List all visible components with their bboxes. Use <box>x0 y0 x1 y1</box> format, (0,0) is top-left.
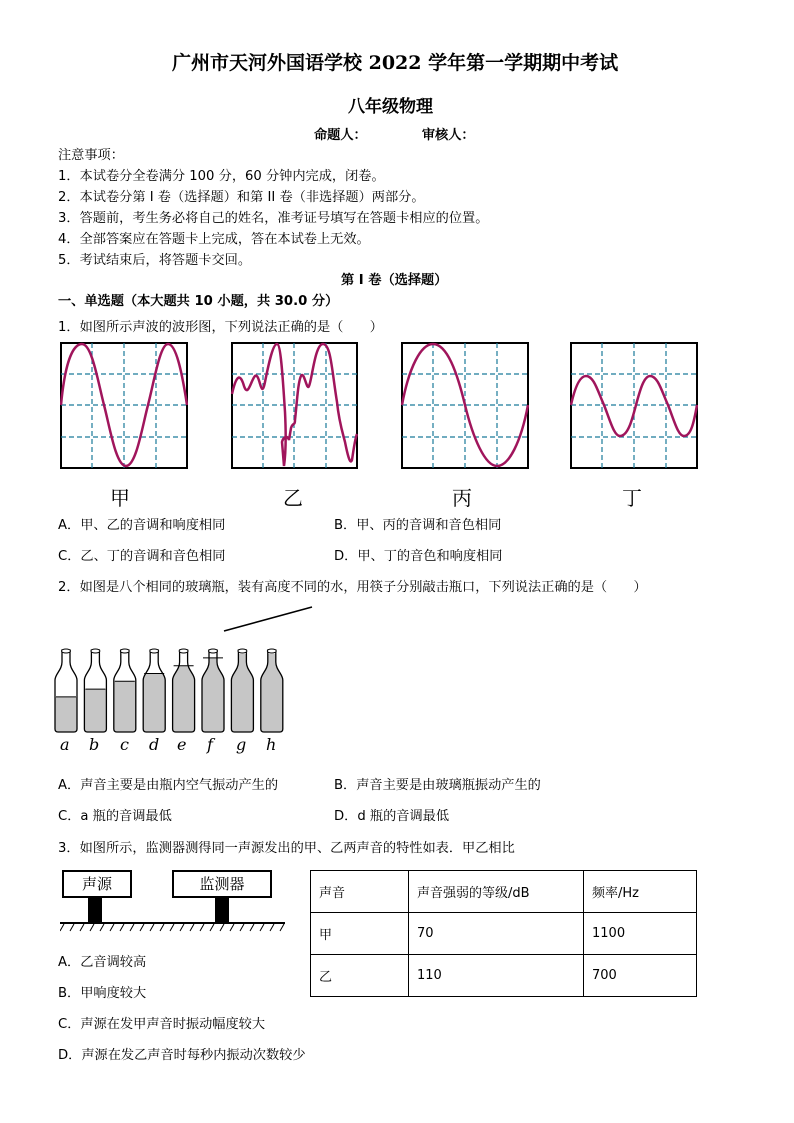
wave-label-yi: 乙 <box>283 486 303 510</box>
q1-option-d: D．甲、丁的音色和响度相同 <box>334 549 503 564</box>
q3-option-c: C．声源在发甲声音时振动幅度较大 <box>58 1017 266 1032</box>
table-row <box>311 913 697 955</box>
bottle-label-b: b <box>89 735 100 754</box>
volume-title: 第 I 卷（选择题） <box>341 273 448 288</box>
bottle-label-e: e <box>177 735 187 754</box>
table-row <box>311 955 697 997</box>
note-4: 4．全部答案应在答题卡上完成，答在本试卷上无效。 <box>58 232 370 247</box>
water-fill <box>112 681 138 734</box>
table-cell: 甲 <box>311 913 409 955</box>
note-3: 3．答题前，考生务必将自己的姓名，准考证号填写在答题卡相应的位置。 <box>58 211 489 226</box>
q2-option-a: A．声音主要是由瓶内空气振动产生的 <box>58 778 279 793</box>
glass-bottle <box>112 649 138 734</box>
note-2: 2．本试卷分第 I 卷（选择题）和第 II 卷（非选择题）两部分。 <box>58 190 425 205</box>
glass-bottle <box>53 649 79 734</box>
note-1: 1．本试卷分全卷满分 100 分，60 分钟内完成，闭卷。 <box>58 169 385 184</box>
table-header-cell: 声音 <box>311 871 409 913</box>
wave-label-ding: 丁 <box>622 486 642 510</box>
sound-table <box>310 870 697 997</box>
q3-option-b: B．甲响度较大 <box>58 986 147 1001</box>
oscilloscope-jia <box>60 342 188 469</box>
oscilloscope-yi <box>231 342 358 469</box>
table-cell: 70 <box>409 913 584 955</box>
oscilloscope-bing <box>401 342 529 469</box>
q1-option-c: C．乙、丁的音调和音色相同 <box>58 549 226 564</box>
bottle-label-h: h <box>266 735 277 754</box>
authors-line: 命题人： 审核人： <box>314 128 475 143</box>
bottle-label-a: a <box>60 735 70 754</box>
chopstick <box>222 604 314 634</box>
table-header-cell: 频率/Hz <box>584 871 697 913</box>
table-cell: 110 <box>409 955 584 997</box>
source-post <box>88 898 102 924</box>
exam-subtitle: 八年级物理 <box>348 97 433 117</box>
table-cell: 700 <box>584 955 697 997</box>
exam-title: 广州市天河外国语学校 2022 学年第一学期期中考试 <box>172 52 619 74</box>
ground-surface <box>60 922 285 932</box>
glass-bottle <box>259 649 285 734</box>
q3-option-d: D．声源在发乙声音时每秒内振动次数较少 <box>58 1048 306 1063</box>
bottle-label-f: f <box>207 735 213 754</box>
sound-source-box: 声源 <box>62 870 132 898</box>
glass-bottle <box>171 649 197 734</box>
bottle-label-g: g <box>236 735 247 754</box>
water-fill <box>53 697 79 734</box>
monitor-post <box>215 898 229 924</box>
table-cell: 乙 <box>311 955 409 997</box>
water-fill <box>171 666 197 734</box>
q1-option-a: A．甲、乙的音调和响度相同 <box>58 518 226 533</box>
glass-bottle <box>200 649 226 734</box>
part-title: 一、单选题（本大题共 10 小题，共 30.0 分） <box>58 294 339 309</box>
table-cell: 1100 <box>584 913 697 955</box>
water-fill <box>259 654 285 734</box>
q1-stem: 1．如图所示声波的波形图，下列说法正确的是（ ） <box>58 320 383 335</box>
bottle-label-c: c <box>120 735 129 754</box>
glass-bottle <box>229 649 255 734</box>
q1-option-b: B．甲、丙的音调和音色相同 <box>334 518 502 533</box>
q3-option-a: A．乙音调较高 <box>58 955 147 970</box>
q3-stem: 3．如图所示，监测器测得同一声源发出的甲、乙两声音的特性如表．甲乙相比 <box>58 841 515 856</box>
glass-bottle <box>141 649 167 734</box>
water-fill <box>200 658 226 734</box>
wave-label-bing: 丙 <box>452 486 472 510</box>
wave-label-jia: 甲 <box>110 486 130 510</box>
table-header-cell: 声音强弱的等级/dB <box>409 871 584 913</box>
monitor-box: 监测器 <box>172 870 272 898</box>
q2-option-c: C．a 瓶的音调最低 <box>58 809 172 824</box>
notes-heading: 注意事项： <box>58 148 124 163</box>
q2-stem: 2．如图是八个相同的玻璃瓶，装有高度不同的水，用筷子分别敲击瓶口，下列说法正确的是（ ） <box>58 580 647 595</box>
q2-option-b: B．声音主要是由玻璃瓶振动产生的 <box>334 778 541 793</box>
water-fill <box>229 654 255 734</box>
water-fill <box>82 689 108 734</box>
note-5: 5．考试结束后，将答题卡交回。 <box>58 253 252 268</box>
table-header-row <box>311 871 697 913</box>
oscilloscope-ding <box>570 342 698 469</box>
q2-option-d: D．d 瓶的音调最低 <box>334 809 450 824</box>
glass-bottles <box>50 646 290 734</box>
water-fill <box>141 674 167 735</box>
glass-bottle <box>82 649 108 734</box>
bottle-label-d: d <box>149 735 160 754</box>
